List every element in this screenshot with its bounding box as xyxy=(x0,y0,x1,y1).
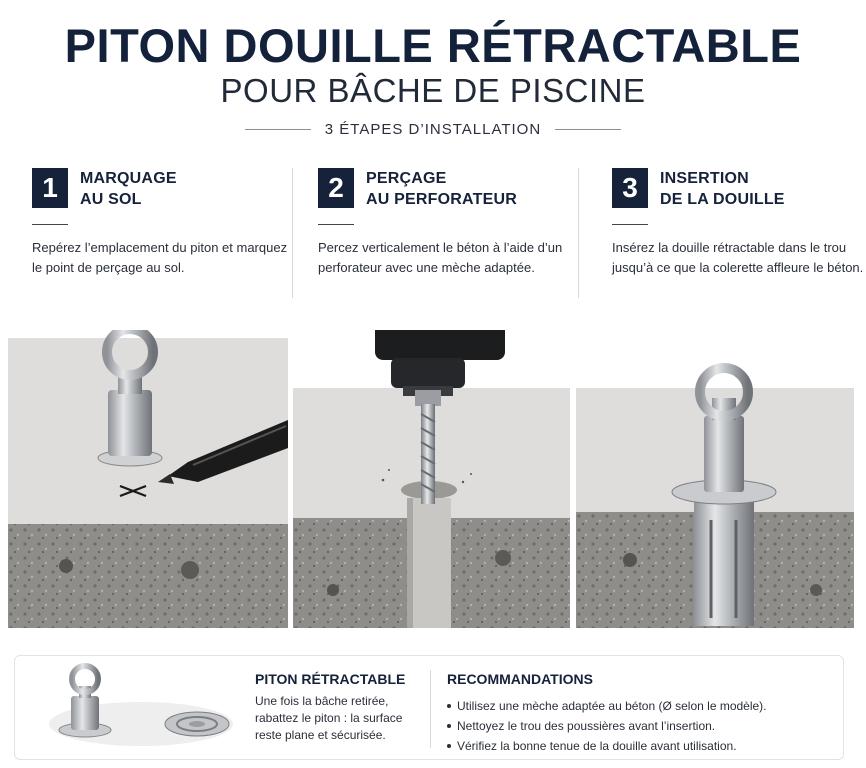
scene-insertion xyxy=(576,330,854,628)
retractable-title: PITON RÉTRACTABLE xyxy=(255,671,406,687)
step-rule xyxy=(612,224,648,225)
step-title: INSERTION DE LA DOUILLE xyxy=(660,170,785,208)
list-item: Nettoyez le trou des poussières avant l’insertion. xyxy=(447,716,767,736)
step-description: Repérez l’emplacement du piton et marquez le point de perçage au sol. xyxy=(32,240,288,275)
panel-divider xyxy=(430,670,431,748)
column-divider xyxy=(292,168,293,298)
step-description: Insérez la douille rétractable dans le trou jusqu’à ce que la colerette affleure le béton. xyxy=(612,240,864,275)
scene-drilling xyxy=(293,330,570,628)
steps-label: 3 ÉTAPES D’INSTALLATION xyxy=(324,121,542,138)
step-title: MARQUAGE AU SOL xyxy=(80,170,177,208)
recommendations-title: RECOMMANDATIONS xyxy=(447,671,593,687)
eye-bolt-icon xyxy=(59,666,111,737)
steps-banner xyxy=(0,121,866,138)
step-number: 1 xyxy=(32,168,68,208)
column-divider xyxy=(578,168,579,298)
list-item: Vérifiez la bonne tenue de la douille avant utilisation. xyxy=(447,736,767,756)
info-panel xyxy=(14,655,844,760)
step-rule xyxy=(318,224,354,225)
retractable-text: Une fois la bâche retirée, rabattez le piton : la surface reste plane et sécurisée. xyxy=(255,694,403,742)
step-description: Percez verticalement le béton à l’aide d’un perforateur avec une mèche adaptée. xyxy=(318,240,563,275)
scene-marking xyxy=(8,330,288,628)
step-title: PERÇAGE AU PERFORATEUR xyxy=(366,170,517,208)
retracted-bolt-icon xyxy=(165,712,229,736)
banner-line-left xyxy=(245,129,311,130)
banner-line-right xyxy=(555,129,621,130)
retractable-illustration xyxy=(45,662,235,759)
step-number: 3 xyxy=(612,168,648,208)
step-rule xyxy=(32,224,68,225)
list-item: Utilisez une mèche adaptée au béton (Ø selon le modèle). xyxy=(447,696,767,716)
recommendations-list xyxy=(447,696,767,756)
page-subtitle: POUR BÂCHE DE PISCINE xyxy=(220,72,646,109)
page-title: PITON DOUILLE RÉTRACTABLE xyxy=(64,19,802,72)
step-number: 2 xyxy=(318,168,354,208)
